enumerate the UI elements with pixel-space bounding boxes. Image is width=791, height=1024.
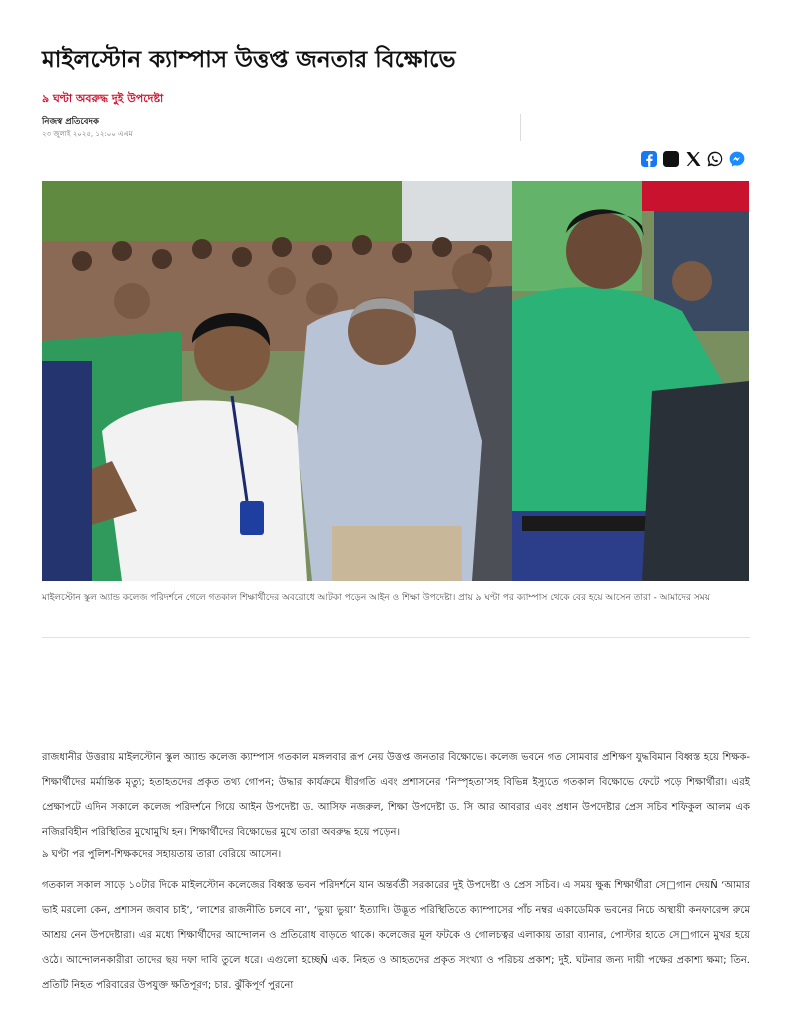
article-dateline: ২৩ জুলাই ২০২৫, ১২:০০ এএম bbox=[42, 130, 133, 138]
header-divider bbox=[520, 114, 521, 141]
instagram-share-button[interactable] bbox=[662, 150, 680, 168]
article-headline: মাইলস্টোন ক্যাম্পাস উত্তপ্ত জনতার বিক্ষোভে bbox=[42, 47, 456, 73]
protest-photo-illustration bbox=[42, 181, 749, 581]
article-paragraph: গতকাল সকাল সাড়ে ১০টার দিকে মাইলস্টোন কলেজের বিধ্বস্ত ভবন পরিদর্শনে যান অন্তর্বর্তী সরকারের দুই উপদেষ্টা ও প্রেস সচিব। এ সময় ক্ষুব্ধ শিক্ষার্থীরা সে□গান দেয়Ñ ‘আমার ভাই মরলো কেন, প্রশাসন জবাব চাই’, ‘লাশের রাজনীতি চলবে না’, ‘ভুয়া ভুয়া’ ইত্যাদি। উদ্ভূত পরিস্থিতিতে ক্যাম্পাসের পাঁচ নম্বর একাডেমিক ভবনের নিচে অস্থায়ী কনফারেন্স রুমে আশ্রয় নেন উপদেষ্টারা। এর মধ্যে শিক্ষার্থীদের আন্দোলন ও প্রতিরোধ বাড়তে থাকে। কলেজের মূল ফটকে ও গোলচত্বর এলাকায় তারা ব্যানার, পোস্টার হাতে সে□গানে মুখর হয়ে ওঠে। আন্দোলনকারীরা তাদের ছয় দফা দাবি তুলে ধরে। এগুলো হচ্ছেÑ এক. নিহত ও আহতদের প্রকৃত সংখ্যা ও পরিচয় প্রকাশ; দুই. ঘটনার জন্য দায়ী পক্ষের প্রকাশ্য ক্ষমা; তিন. প্রতিটি নিহত পরিবারের উপযুক্ত ক্ষতিপূরণ; চার. ঝুঁকিপূর্ণ পুরনো bbox=[42, 880, 750, 991]
instagram-icon bbox=[662, 150, 680, 168]
whatsapp-share-button[interactable] bbox=[706, 150, 724, 168]
article-byline[interactable]: নিজস্ব প্রতিবেদক bbox=[42, 117, 99, 127]
article-subheadline: ৯ ঘণ্টা অবরুদ্ধ দুই উপদেষ্টা bbox=[42, 92, 164, 105]
messenger-icon bbox=[728, 150, 746, 168]
messenger-share-button[interactable] bbox=[728, 150, 746, 168]
facebook-share-button[interactable] bbox=[640, 150, 658, 168]
article-paragraph: রাজধানীর উত্তরায় মাইলস্টোন স্কুল অ্যান্ড কলেজ ক্যাম্পাস গতকাল মঙ্গলবার রূপ নেয় উত্তপ্ত জনতার বিক্ষোভে। কলেজ ভবনে গত সোমবার প্রশিক্ষণ যুদ্ধবিমান বিধ্বস্ত হয়ে শিক্ষক-শিক্ষার্থীদের মর্মান্তিক মৃত্যু; হতাহতদের প্রকৃত তথ্য গোপন; উদ্ধার কার্যক্রমে ধীরগতি এবং প্রশাসনের ‘নিস্পৃহতা’সহ বিভিন্ন ইস্যুতে গতকাল বিক্ষোভে ফেটে পড়ে শিক্ষার্থীরা। এরই প্রেক্ষাপটে এদিন সকালে কলেজ পরিদর্শনে গিয়ে আইন উপদেষ্টা ড. আসিফ নজরুল, শিক্ষা উপদেষ্টা ড. সি আর আবরার এবং প্রধান উপদেষ্টার প্রেস সচিব শফিকুল আলম এক নজিরবিহীন পরিস্থিতির মুখোমুখি হন। শিক্ষার্থীদের বিক্ষোভের মুখে তারা অবরুদ্ধ হয়ে পড়েন। bbox=[42, 752, 750, 838]
x-icon bbox=[684, 150, 702, 168]
photo-caption: মাইলস্টোন স্কুল অ্যান্ড কলেজ পরিদর্শনে গেলে গতকাল শিক্ষার্থীদের অবরোধে আটকা পড়েন আইন ও শিক্ষা উপদেষ্টা। প্রায় ৯ ঘণ্টা পর ক্যাম্পাস থেকে বের হয়ে আসেন তারা - আমাদের সময় bbox=[42, 593, 711, 603]
article-paragraph: ৯ ঘণ্টা পর পুলিশ-শিক্ষকদের সহায়তায় তারা বেরিয়ে আসেন। bbox=[42, 849, 282, 860]
caption-divider bbox=[42, 637, 750, 638]
whatsapp-icon bbox=[706, 150, 724, 168]
facebook-icon bbox=[640, 150, 658, 168]
x-share-button[interactable] bbox=[684, 150, 702, 168]
share-bar bbox=[640, 149, 746, 169]
article-photo bbox=[42, 181, 749, 581]
